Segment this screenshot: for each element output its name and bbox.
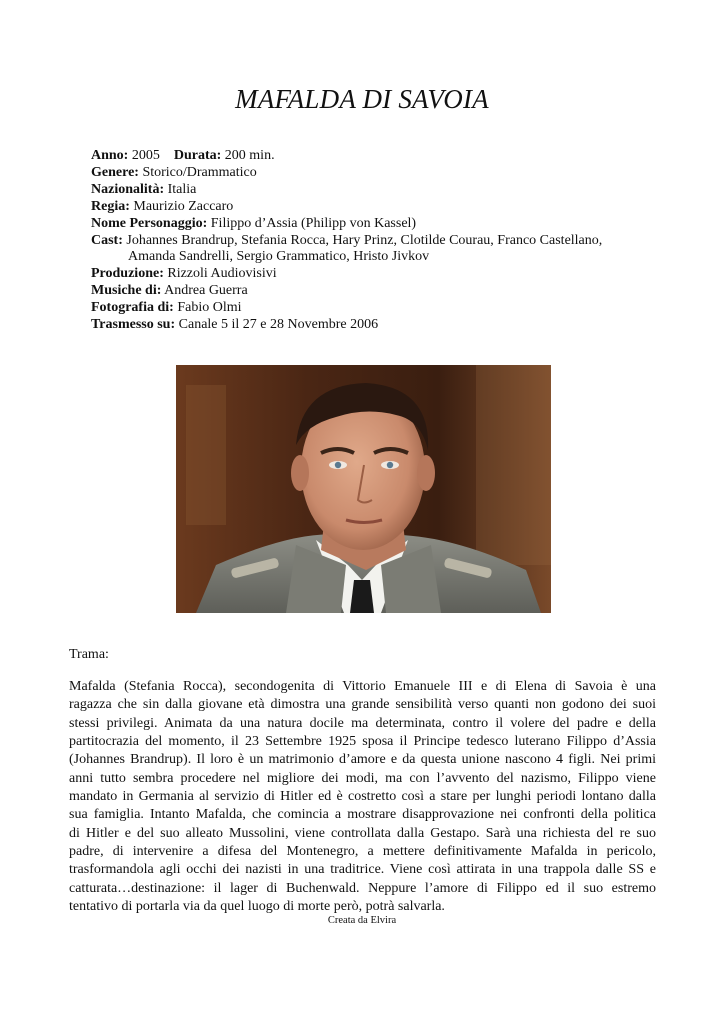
personaggio-value: Filippo d’Assia (Philipp von Kassel) — [210, 215, 417, 231]
detail-produzione — [91, 266, 651, 283]
page-title: MAFALDA DI SAVOIA — [235, 84, 489, 114]
genere-value: Storico/Drammatico — [142, 164, 257, 180]
detail-genere — [91, 165, 651, 182]
trasmesso-label: Trasmesso su: — [91, 317, 176, 333]
plot-line: trasformandola agli occhi dei nazisti in una traditrice. Viene così attirata in una trappola dalle SS e — [69, 862, 656, 878]
regia-label: Regia: — [91, 198, 130, 214]
produzione-label: Produzione: — [91, 266, 164, 282]
detail-trasmesso — [91, 317, 651, 334]
personaggio-label: Nome Personaggio: — [91, 215, 208, 231]
fotografia-label: Fotografia di: — [91, 300, 174, 316]
detail-musiche — [91, 283, 651, 300]
plot-line: (Johannes Brandrup). Il loro è un matrimonio d’amore e da questa unione nascono 4 figli. Nei primi — [69, 752, 656, 768]
detail-anno-durata — [91, 148, 651, 165]
detail-fotografia — [91, 300, 651, 317]
plot-line: stessi privilegi. Animata da una natura docile ma determinata, contro il volere del padre e della — [69, 715, 656, 731]
plot-line: ragazza che sin dalla giovane età dimostra una grande sensibilità verso quanti non godono dei suoi — [69, 697, 656, 713]
cast-label: Cast: — [91, 232, 123, 248]
nazionalita-value: Italia — [167, 181, 197, 197]
plot-paragraph — [69, 678, 656, 916]
plot-line: di Hitler e del suo alleato Mussolini, viene controllata dalla Gestapo. Sarà una richiesta del re suo — [69, 825, 656, 841]
detail-regia — [91, 199, 651, 216]
nazionalita-label: Nazionalità: — [91, 181, 165, 197]
plot-heading: Trama: — [69, 647, 109, 662]
genere-label: Genere: — [91, 164, 139, 180]
musiche-value: Andrea Guerra — [164, 283, 248, 299]
actor-portrait-photo — [176, 365, 551, 613]
plot-line: tentativo di portarla via da quel luogo di morte però, potrà salvarla. — [69, 899, 445, 915]
durata-value: 200 min. — [224, 148, 275, 163]
anno-label: Anno: — [91, 148, 129, 163]
cast-value-line1: Johannes Brandrup, Stefania Rocca, Hary Prinz, Clotilde Courau, Franco Castellano, — [126, 232, 603, 248]
anno-value: 2005 — [131, 148, 160, 163]
cast-value-line2: Amanda Sandrelli, Sergio Grammatico, Hristo Jivkov — [128, 249, 430, 265]
plot-line: padre, di intervenire a difesa del Montenegro, a mettere definitivamente Mafalda in pericolo, — [69, 844, 656, 860]
detail-cast-cont — [91, 249, 651, 266]
plot-line: sua famiglia. Intanto Mafalda, che comincia a mostrare disapprovazione nei confronti della politica — [69, 807, 656, 823]
produzione-value: Rizzoli Audiovisivi — [167, 266, 277, 282]
plot-line: catturata…destinazione: il lager di Buchenwald. Neppure l’amore di Filippo ed il suo estremo — [69, 880, 656, 896]
film-details — [91, 148, 651, 334]
plot-line: Mafalda (Stefania Rocca), secondogenita di Vittorio Emanuele III e di Elena di Savoia è una — [69, 679, 656, 694]
plot-line: anni tutto sembra procedere nel migliore dei modi, ma con l’avvento del nazismo, Filippo viene — [69, 770, 656, 786]
plot-line: mandato in Germania al servizio di Hitler ed è costretto così a stare per lunghi periodi lontano dalla — [69, 789, 656, 805]
plot-line: partitocrazia del momento, il 23 Settembre 1925 sposa il Principe tedesco luterano Filippo d’Assia — [69, 734, 656, 750]
musiche-label: Musiche di: — [91, 283, 162, 299]
footer-credit: Creata da Elvira — [327, 915, 397, 926]
detail-personaggio — [91, 216, 651, 233]
detail-cast — [91, 233, 651, 250]
regia-value: Maurizio Zaccaro — [133, 198, 234, 214]
detail-nazionalita — [91, 182, 651, 199]
durata-label: Durata: — [173, 148, 222, 163]
fotografia-value: Fabio Olmi — [177, 300, 242, 316]
trasmesso-value: Canale 5 il 27 e 28 Novembre 2006 — [178, 317, 379, 333]
